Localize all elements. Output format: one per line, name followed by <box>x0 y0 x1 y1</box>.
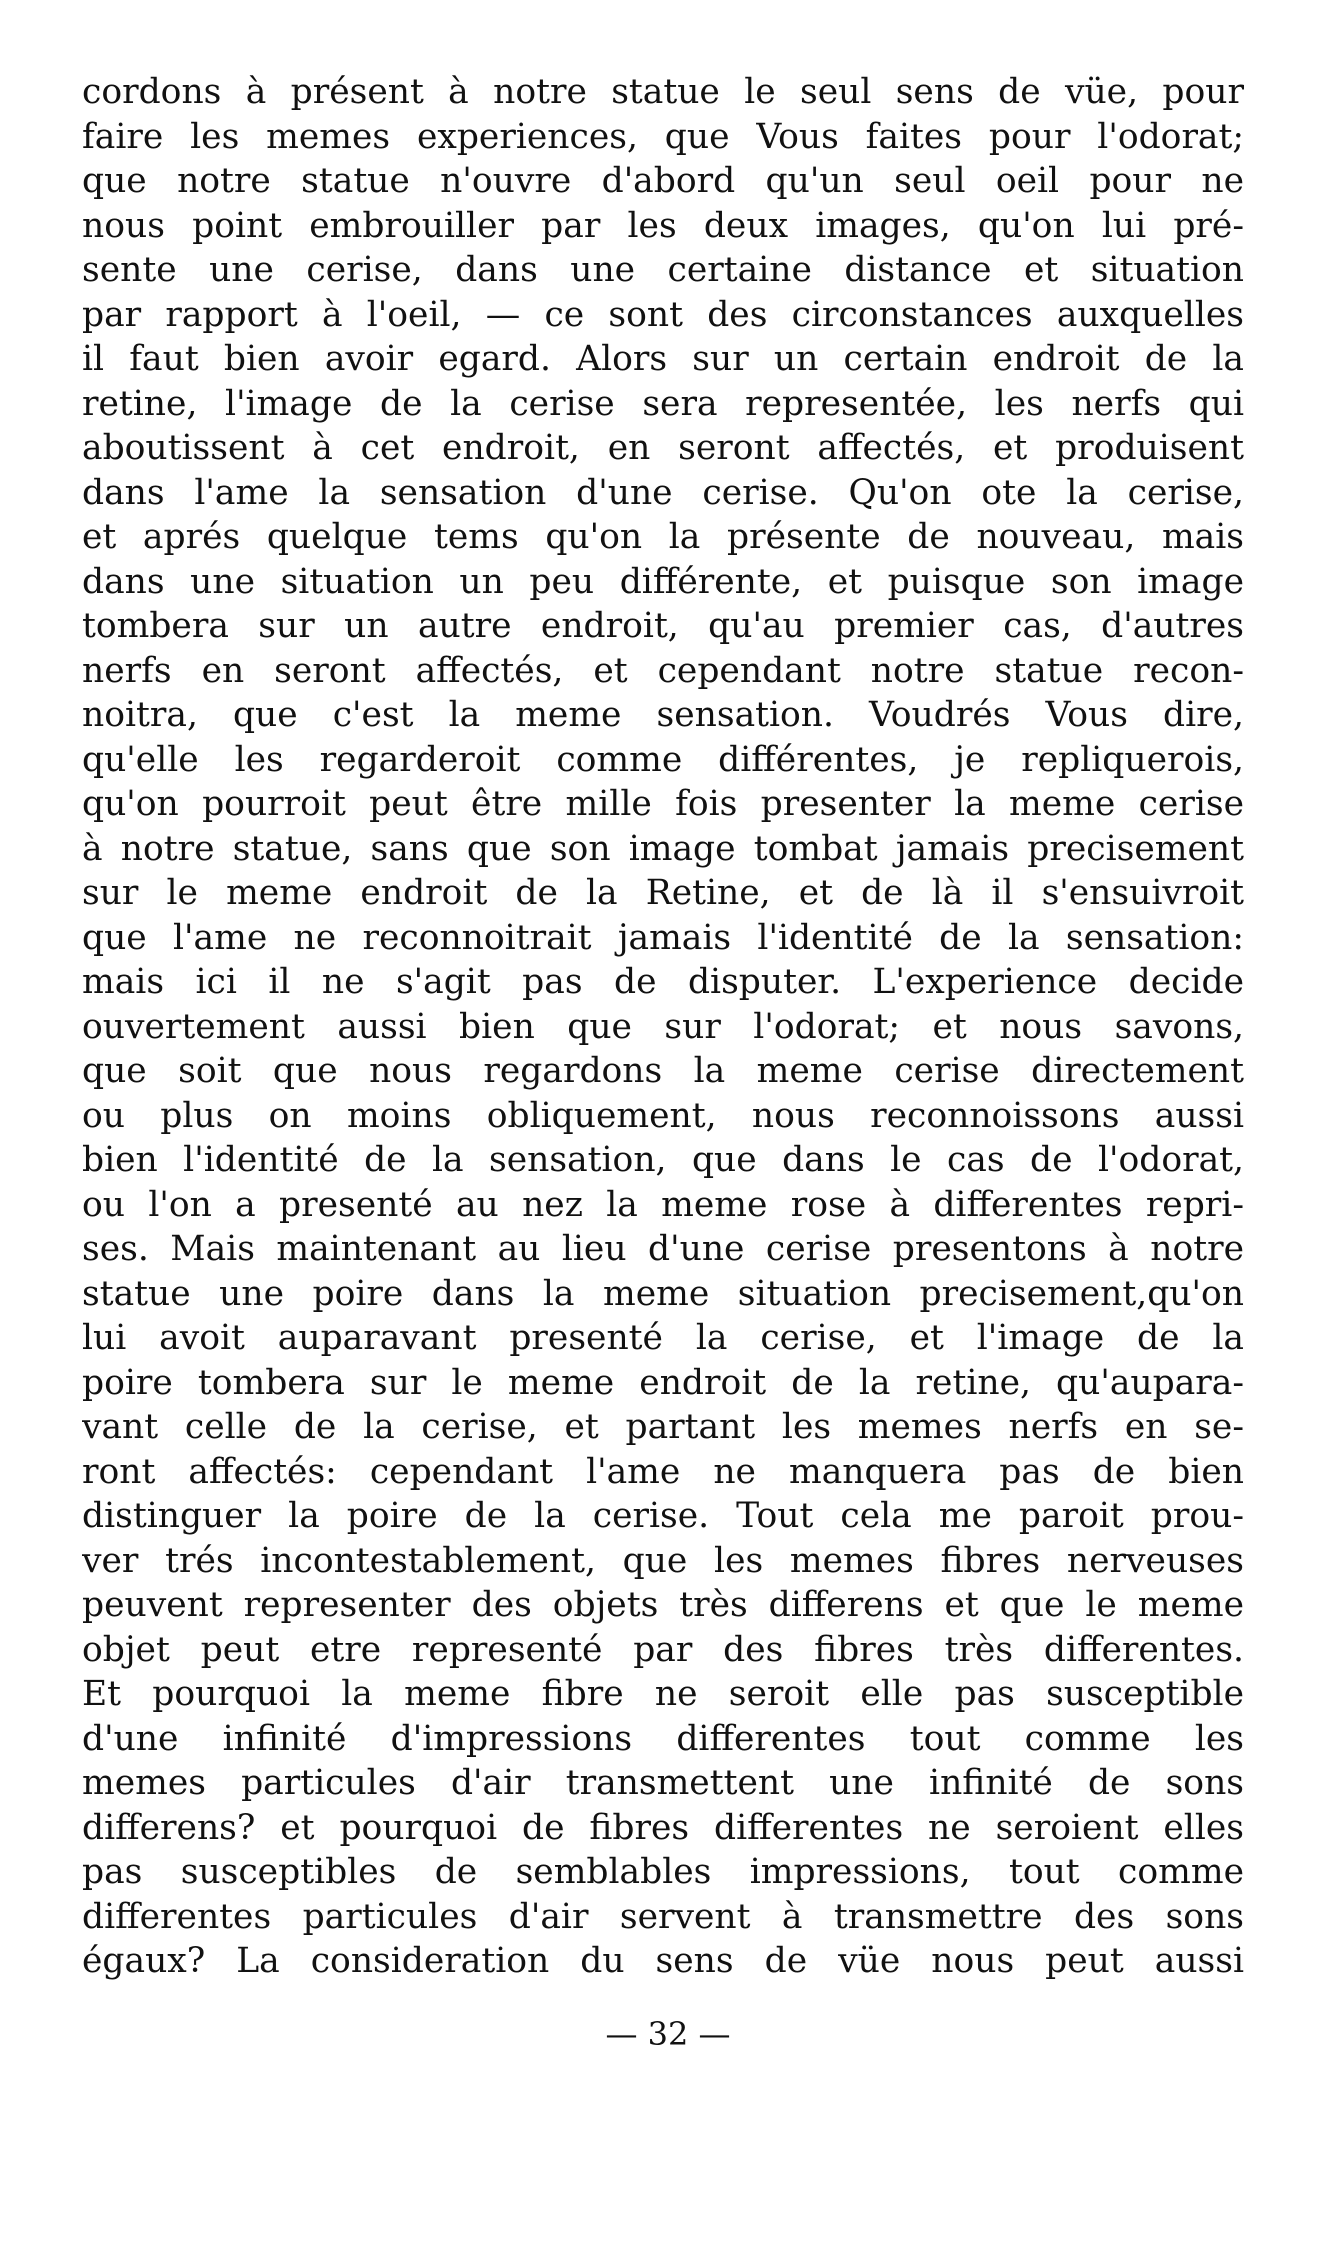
text-line: dans une situation un peu différente, et puisque son image <box>82 561 1244 602</box>
text-line: memes particules d'air transmettent une infinité de sons <box>82 1763 1244 1803</box>
text-line: ou l'on a presenté au nez la meme rose à differentes repri- <box>82 1184 1244 1225</box>
text-line: et aprés quelque tems qu'on la présente de nouveau, mais <box>82 517 1244 557</box>
text-line: differens? et pourquoi de fibres differentes ne seroient elles <box>82 1807 1244 1848</box>
text-line: d'une infinité d'impressions differentes tout comme les <box>82 1718 1244 1759</box>
text-line: à notre statue, sans que son image tombat jamais precisement <box>82 828 1244 869</box>
text-line: ront affectés: cependant l'ame ne manquera pas de bien <box>82 1451 1244 1492</box>
text-line: nerfs en seront affectés, et cependant notre statue recon- <box>82 650 1244 691</box>
text-line: bien l'identité de la sensation, que dans le cas de l'odorat, <box>82 1140 1244 1180</box>
text-line: differentes particules d'air servent à transmettre des sons <box>82 1896 1244 1937</box>
text-line: poire tombera sur le meme endroit de la retine, qu'aupara- <box>82 1362 1244 1403</box>
text-line: ou plus on moins obliquement, nous reconnoissons aussi <box>82 1095 1244 1136</box>
text-line: lui avoit auparavant presenté la cerise, et l'image de la <box>82 1318 1244 1358</box>
text-line: mais ici il ne s'agit pas de disputer. L'experience decide <box>82 962 1244 1002</box>
text-line: aboutissent à cet endroit, en seront affectés, et produisent <box>82 428 1244 468</box>
text-line: pas susceptibles de semblables impressions, tout comme <box>82 1852 1244 1892</box>
text-line: objet peut etre representé par des fibres très differentes. <box>82 1629 1244 1670</box>
text-line: cordons à présent à notre statue le seul sens de vüe, pour <box>82 72 1244 112</box>
text-line: par rapport à l'oeil, — ce sont des circonstances auxquelles <box>82 294 1244 335</box>
text-line: ver trés incontestablement, que les memes fibres nerveuses <box>82 1540 1244 1581</box>
text-line: noitra, que c'est la meme sensation. Voudrés Vous dire, <box>82 695 1244 735</box>
text-line: vant celle de la cerise, et partant les memes nerfs en se- <box>82 1407 1244 1447</box>
text-line: ouvertement aussi bien que sur l'odorat; et nous savons, <box>82 1006 1244 1047</box>
text-line: faire les memes experiences, que Vous faites pour l'odorat; <box>82 116 1244 157</box>
text-line: ses. Mais maintenant au lieu d'une cerise presentons à notre <box>82 1229 1244 1269</box>
text-line: Et pourquoi la meme fibre ne seroit elle pas susceptible <box>82 1674 1244 1714</box>
text-line: que notre statue n'ouvre d'abord qu'un seul oeil pour ne <box>82 161 1244 201</box>
text-line: tombera sur un autre endroit, qu'au premier cas, d'autres <box>82 606 1244 646</box>
text-line: distinguer la poire de la cerise. Tout cela me paroit prou- <box>82 1496 1244 1536</box>
text-line: nous point embrouiller par les deux images, qu'on lui pré- <box>82 205 1244 246</box>
page-number: — 32 — <box>605 2015 731 2053</box>
text-line: statue une poire dans la meme situation precisement,qu'on <box>82 1273 1244 1314</box>
text-line: peuvent representer des objets très differens et que le meme <box>82 1585 1244 1625</box>
text-line: il faut bien avoir egard. Alors sur un certain endroit de la <box>82 339 1244 379</box>
text-line: que l'ame ne reconnoitrait jamais l'identité de la sensation: <box>82 917 1244 958</box>
text-line: qu'elle les regarderoit comme différentes, je repliquerois, <box>82 739 1244 780</box>
text-line: dans l'ame la sensation d'une cerise. Qu'on ote la cerise, <box>82 472 1244 513</box>
text-line: égaux? La consideration du sens de vüe nous peut aussi <box>82 1941 1244 1981</box>
text-line: que soit que nous regardons la meme cerise directement <box>82 1051 1244 1091</box>
text-line: sur le meme endroit de la Retine, et de là il s'ensuivroit <box>82 873 1244 913</box>
page-text <box>82 70 1244 1984</box>
text-line: qu'on pourroit peut être mille fois presenter la meme cerise <box>82 784 1244 824</box>
text-line: sente une cerise, dans une certaine distance et situation <box>82 250 1244 290</box>
text-line: retine, l'image de la cerise sera representée, les nerfs qui <box>82 383 1244 424</box>
